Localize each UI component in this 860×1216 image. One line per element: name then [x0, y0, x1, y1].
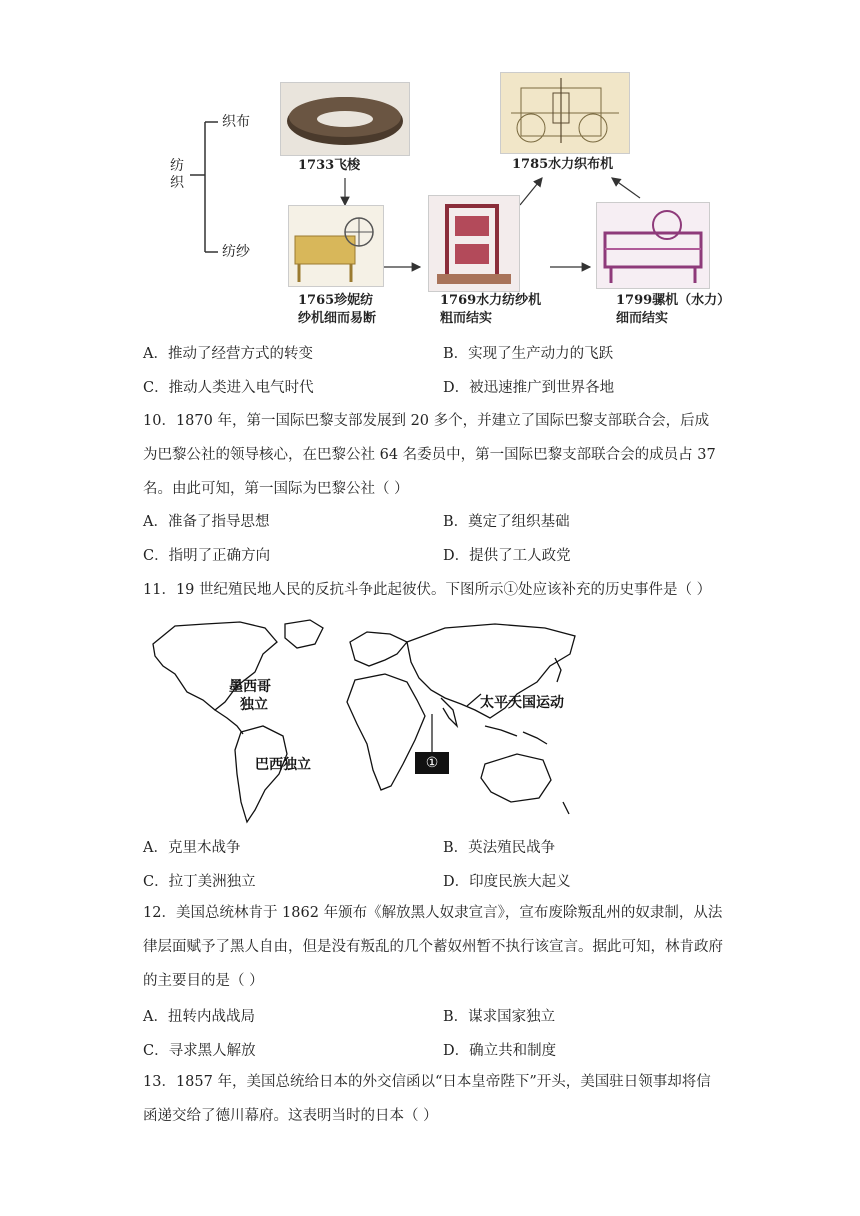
spinning-jenny-caption-2: 纱机细而易断 — [298, 311, 377, 326]
q10-option-d: D．提供了工人政党 — [443, 548, 571, 564]
map-label-mexico-2: 独立 — [240, 697, 268, 713]
q10-option-c: C．指明了正确方向 — [143, 548, 271, 564]
q12-option-b: B．谋求国家独立 — [443, 1009, 556, 1025]
flying-shuttle-image — [280, 82, 410, 156]
q9-option-c: C．推动人类进入电气时代 — [143, 380, 314, 396]
spinning-jenny-image — [288, 205, 384, 287]
q9-option-b: B．实现了生产动力的飞跃 — [443, 346, 614, 362]
branch-spin-label: 纺纱 — [222, 244, 250, 260]
spinning-mule-image — [596, 202, 710, 289]
diagram-root-label: 纺 织 — [170, 158, 184, 191]
q10-stem: 10．1870 年，第一国际巴黎支部发展到 20 多个，并建立了国际巴黎支部联合会，后成为巴黎公社的领导核心，在巴黎公社 64 名委员中，第一国际巴黎支部联合会的成员占 37 名。由此可知，第一国际为巴黎公社（ ） — [143, 413, 716, 497]
q12-option-a: A．扭转内战战局 — [143, 1009, 255, 1025]
q11-option-a: A．克里木战争 — [143, 840, 241, 856]
q11-option-b: B．英法殖民战争 — [443, 840, 556, 856]
flying-shuttle-caption: 1733飞梭 — [298, 158, 361, 173]
q12-stem: 12．美国总统林肯于 1862 年颁布《解放黑人奴隶宣言》，宣布废除叛乱州的奴隶制，从法律层面赋予了黑人自由，但是没有叛乱的几个蓄奴州暂不执行该宣言。据此可知，林肯政府的主要目的是（ ） — [143, 905, 723, 989]
q11-stem: 11．19 世纪殖民地人民的反抗斗争此起彼伏。下图所示①处应该补充的历史事件是（ ） — [143, 582, 712, 598]
water-frame-caption-2: 粗而结实 — [440, 311, 493, 326]
water-frame-image — [428, 195, 520, 292]
q13-stem: 13．1857 年，美国总统给日本的外交信函以“日本皇帝陛下”开头，美国驻日领事却将信函递交给了德川幕府。这表明当时的日本（ ） — [143, 1074, 711, 1124]
textile-diagram — [150, 60, 750, 335]
q9-option-a: A．推动了经营方式的转变 — [143, 346, 313, 362]
branch-weave-label: 织布 — [222, 114, 250, 130]
q10-option-a: A．准备了指导思想 — [143, 514, 270, 530]
map-label-taiping: 太平天国运动 — [480, 695, 564, 711]
q12-option-c: C．寻求黑人解放 — [143, 1043, 256, 1059]
q11-option-c: C．拉丁美洲独立 — [143, 874, 256, 890]
world-map-outline — [145, 614, 585, 826]
map-label-mexico-1: 墨西哥 — [229, 679, 271, 695]
power-loom-caption: 1785水力织布机 — [512, 157, 614, 172]
water-frame-caption-1: 1769水力纺纱机 — [440, 293, 542, 308]
q9-option-d: D．被迅速推广到世界各地 — [443, 380, 615, 396]
spinning-mule-caption-1: 1799骡机（水力） — [616, 293, 731, 308]
q12-option-d: D．确立共和制度 — [443, 1043, 557, 1059]
map-label-brazil: 巴西独立 — [255, 757, 311, 773]
map-marker-1: ① — [415, 752, 449, 774]
world-map — [145, 614, 585, 826]
power-loom-image — [500, 72, 630, 154]
q11-option-d: D．印度民族大起义 — [443, 874, 571, 890]
spinning-mule-caption-2: 细而结实 — [616, 311, 669, 326]
q10-option-b: B．奠定了组织基础 — [443, 514, 570, 530]
spinning-jenny-caption-1: 1765珍妮纺 — [298, 293, 374, 308]
